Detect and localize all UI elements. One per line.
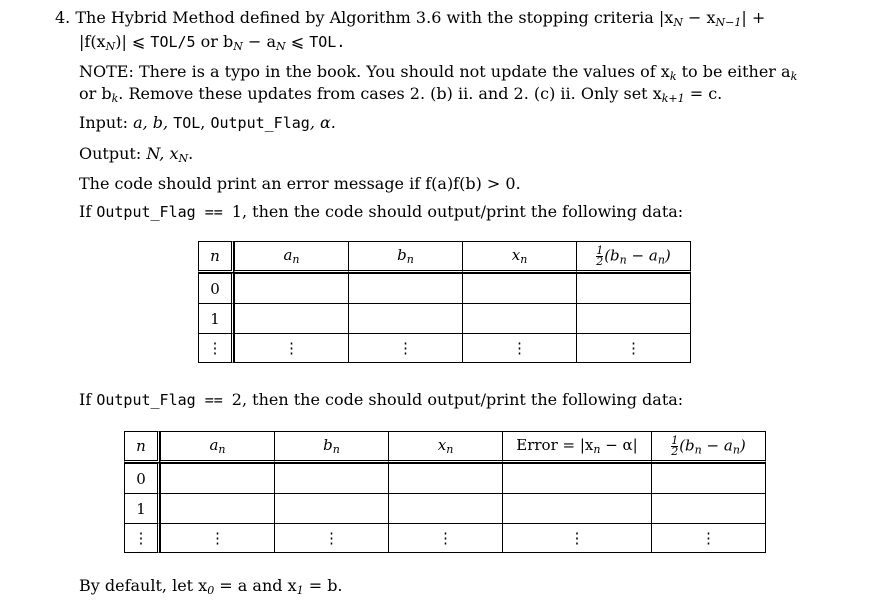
header-an: $a_n$ [160, 431, 274, 463]
header-half-interval: $\frac{1}{2}$ $(b_n - a_n)$ [651, 431, 766, 463]
table-row: ⋮ ⋮ ⋮ ⋮ ⋮ ⋮ [124, 523, 766, 553]
flag2-line: If Output_Flag == 2, then the code should output/print the following data: [79, 390, 684, 409]
header-xn: $x_n$ [462, 241, 576, 273]
fraction-one-half: $\frac{1}{2}$ [671, 433, 679, 458]
note-line-1: NOTE: There is a typo in the book. You should not update the values of $x_k$ to be either $a_k$ [79, 62, 798, 83]
problem-number: 4. [55, 8, 71, 27]
default-values-line: By default, let $x_0 = a$ and $x_1 = b$. [79, 576, 343, 597]
table-row: ⋮ ⋮ ⋮ ⋮ ⋮ [198, 333, 691, 363]
input-line: Input: a, b, TOL, Output_Flag, α. [79, 113, 336, 132]
problem-line-1: 4. The Hybrid Method defined by Algorithm 3.6 with the stopping criteria $|x_N - x_{N-1}|$ + [55, 8, 766, 29]
table-output-flag-1 [198, 241, 691, 363]
table-header-row [124, 431, 766, 463]
header-n: n [124, 431, 160, 463]
flag1-line: If Output_Flag == 1, then the code should output/print the following data: [79, 202, 684, 221]
fraction-one-half: $\frac{1}{2}$ [596, 243, 604, 268]
error-message-line: The code should print an error message if f(a)f(b) > 0. [79, 174, 521, 193]
note-line-2: or $b_k$. Remove these updates from cases 2. (b) ii. and 2. (c) ii. Only set $x_{k+1} = c$. [79, 84, 723, 105]
header-bn: $b_n$ [348, 241, 462, 273]
table-row: 0 [124, 463, 766, 493]
header-an: $a_n$ [234, 241, 348, 273]
header-error: Error = $|x_n - \alpha|$ [502, 431, 651, 463]
header-half-interval: $\frac{1}{2}$ $(b_n - a_n)$ [576, 241, 691, 273]
output-line: Output: N, $x_N$. [79, 144, 194, 165]
table-output-flag-2 [124, 431, 766, 553]
table-row: 1 [198, 303, 691, 333]
table-row: 1 [124, 493, 766, 523]
header-n: n [198, 241, 234, 273]
problem-line-2: $|f(x_N)|$ ⩽ TOL/5 or $b_N - a_N$ ⩽ TOL. [79, 32, 346, 53]
header-xn: $x_n$ [388, 431, 502, 463]
table-row: 0 [198, 273, 691, 303]
header-bn: $b_n$ [274, 431, 388, 463]
table-header-row [198, 241, 691, 273]
